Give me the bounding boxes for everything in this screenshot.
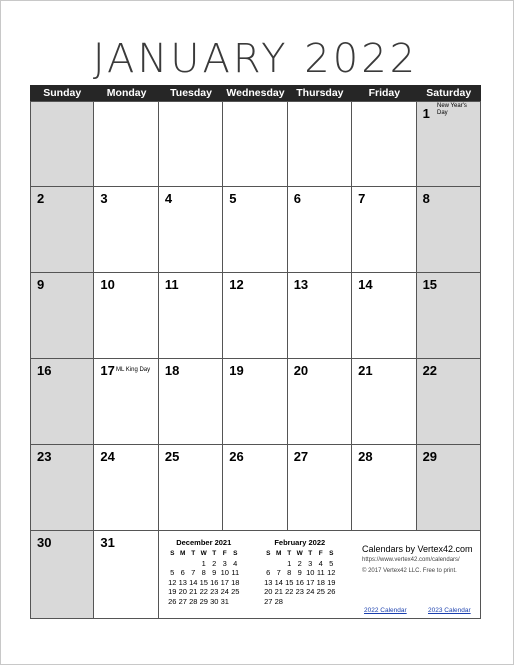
mini-calendar-day: 24 [220,587,229,597]
weekday-friday: Friday [368,87,401,99]
mini-calendar-day: 28 [189,596,198,606]
link-2023-calendar[interactable]: 2023 Calendar [428,607,471,614]
day-cell [352,445,416,531]
mini-calendar-day [188,559,199,569]
mini-calendar-day: 18 [316,577,325,587]
day-number: 13 [293,277,309,292]
mini-calendar-february-2022 [263,538,337,607]
day-cell [94,187,158,273]
link-2022-calendar[interactable]: 2022 Calendar [364,607,407,614]
day-cell [159,273,223,359]
day-number: 23 [37,449,52,464]
day-number: 6 [293,191,301,206]
mini-calendar-weekday: S [329,550,334,557]
mini-calendar-day [274,559,285,569]
day-number: 5 [229,191,237,206]
mini-calendar-table [263,549,337,607]
mini-calendar-day: 10 [306,568,315,578]
day-cell [223,445,287,531]
mini-calendar-day: 30 [210,596,219,606]
day-number: 14 [358,277,373,292]
day-number: 29 [422,449,438,464]
mini-calendar-day: 10 [220,568,229,578]
credits-brand: Calendars by Vertex42.com [362,544,473,554]
mini-calendar-day: 1 [287,558,292,568]
day-number: 26 [229,449,244,464]
mini-calendar-day [167,559,178,569]
day-number: 16 [37,363,52,378]
day-cell [30,187,94,273]
day-cell [288,273,352,359]
mini-calendar-day: 18 [231,577,240,587]
mini-calendar-weekday: T [212,550,217,557]
day-cell [288,359,352,445]
day-cell [94,101,158,187]
day-cell [352,359,416,445]
day-number: 28 [358,449,373,464]
mini-calendar-day: 19 [168,587,177,597]
mini-calendar-day: 1 [201,558,206,568]
holiday-new-years-day: New Year's Day [437,103,467,116]
mini-calendar-december-2021 [167,538,241,607]
mini-calendar-day: 22 [199,587,208,597]
mini-calendar-day: 7 [276,568,281,578]
mini-calendar-day [263,559,274,569]
day-cell [223,187,287,273]
mini-calendar-weekday: T [308,550,313,557]
weekday-saturday: Saturday [426,87,472,99]
day-number: 7 [358,191,366,206]
day-cell [30,101,94,187]
day-cell [288,101,352,187]
day-number: 30 [37,535,52,550]
mini-calendar-day: 3 [308,558,313,568]
day-cell [94,445,158,531]
mini-calendar-day: 17 [306,577,315,587]
day-cell [417,445,481,531]
mini-calendar-weekday: W [296,550,303,557]
mini-calendar-day: 5 [170,568,175,578]
day-number: 10 [100,277,115,292]
mini-calendar-day: 15 [199,577,208,587]
mini-calendar-weekday: M [180,550,186,557]
mini-calendar-day: 9 [297,568,302,578]
day-cell [288,187,352,273]
mini-calendar-day: 15 [285,577,294,587]
mini-calendar-day: 19 [327,577,336,587]
day-number: 4 [164,191,173,206]
day-cell [30,531,94,619]
mini-calendar-day: 27 [178,596,187,606]
day-number: 25 [164,449,180,464]
weekday-wednesday: Wednesday [226,87,285,99]
mini-calendar-day: 14 [274,577,283,587]
day-cell [352,273,416,359]
day-number: 27 [293,449,309,464]
mini-calendar-day [305,597,316,607]
day-number: 17 [100,363,115,378]
mini-calendar-day: 7 [191,568,196,578]
mini-calendar-day: 29 [199,596,208,606]
mini-calendar-day: 25 [316,587,325,597]
mini-calendar-day: 16 [210,577,219,587]
weekday-header [30,85,481,101]
mini-calendar-day [284,597,295,607]
mini-calendar-day: 20 [264,587,273,597]
day-cell [30,273,94,359]
mini-calendar-day: 17 [220,577,229,587]
mini-calendar-weekday: F [222,550,227,557]
mini-calendar-day: 2 [297,558,302,568]
mini-calendar-day: 28 [274,596,283,606]
mini-calendar-day: 31 [220,596,229,606]
mini-calendar-day: 8 [287,568,292,578]
calendar-title: JANUARY 2022 [92,36,419,82]
day-cell [352,187,416,273]
mini-calendar-day: 3 [222,558,227,568]
mini-calendar-day [295,597,306,607]
day-number: 12 [229,277,244,292]
mini-calendar-day: 12 [168,577,177,587]
day-number: 1 [422,106,430,121]
mini-calendar-day: 25 [231,587,240,597]
day-number: 11 [164,277,179,292]
mini-calendar-weekday: S [170,550,175,557]
mini-calendar-day: 6 [266,568,271,578]
day-number: 18 [164,363,180,378]
credits-copyright: © 2017 Vertex42 LLC. Free to print. [362,568,457,574]
day-cell [352,101,416,187]
mini-calendar-day: 26 [168,596,177,606]
mini-calendar-day: 9 [212,568,217,578]
mini-calendar-day: 23 [295,587,304,597]
day-cell [223,101,287,187]
mini-calendar-day: 4 [318,558,323,568]
mini-calendar-weekday: T [191,550,196,557]
day-number: 3 [100,191,108,206]
day-number: 15 [422,277,438,292]
mini-calendar-day: 11 [316,568,325,578]
day-number: 31 [100,535,115,550]
mini-calendar-weekday: S [266,550,271,557]
mini-calendar-day: 13 [264,577,273,587]
day-cell [94,531,158,619]
mini-calendar-table [167,549,241,607]
mini-calendar-title: February 2022 [274,538,326,547]
mini-calendar-weekday: T [287,550,292,557]
mini-calendar-weekday: M [276,550,282,557]
day-number: 21 [358,363,373,378]
mini-calendar-day: 5 [329,558,334,568]
day-cell [288,445,352,531]
mini-calendar-day: 16 [295,577,304,587]
day-number: 8 [422,191,430,206]
day-cell [417,273,481,359]
mini-calendar-weekday: F [318,550,323,557]
day-cell [159,445,223,531]
mini-calendar-day: 27 [264,596,273,606]
mini-calendar-day: 21 [274,587,283,597]
mini-calendar-day: 11 [231,568,240,578]
mini-calendar-day: 20 [178,587,187,597]
weekday-tuesday: Tuesday [170,87,212,99]
mini-calendar-day [316,597,327,607]
mini-calendar-day [230,597,241,607]
day-number: 22 [422,363,438,378]
day-cell [159,101,223,187]
mini-calendar-day [178,559,189,569]
day-number: 20 [293,363,309,378]
day-number: 9 [37,277,45,292]
mini-calendar-day: 2 [212,558,217,568]
mini-calendar-day: 6 [180,568,185,578]
day-cell [417,359,481,445]
day-cell [30,445,94,531]
mini-calendar-day: 12 [327,568,336,578]
day-number: 24 [100,449,115,464]
mini-calendar-day [326,597,337,607]
weekday-sunday: Sunday [43,87,82,99]
weekday-thursday: Thursday [296,87,344,99]
day-cell [159,359,223,445]
day-cell [94,273,158,359]
mini-calendar-title: December 2021 [176,538,232,547]
weekday-monday: Monday [106,87,147,99]
mini-calendar-weekday: S [233,550,238,557]
day-number: 19 [229,363,244,378]
day-number: 2 [37,191,45,206]
mini-calendar-weekday: W [200,550,207,557]
day-cell [30,359,94,445]
mini-calendar-day: 24 [306,587,315,597]
mini-calendar-day: 14 [189,577,198,587]
mini-calendar-day: 4 [233,558,238,568]
mini-calendar-day: 23 [210,587,219,597]
day-cell [159,187,223,273]
day-cell [417,187,481,273]
day-cell [223,273,287,359]
holiday-ml-king-day: ML King Day [116,367,151,373]
mini-calendar-day: 13 [178,577,187,587]
credits-block [362,543,480,577]
month-grid [30,101,481,619]
mini-calendar-day: 22 [285,587,294,597]
credits-url: https://www.vertex42.com/calendars/ [362,557,460,563]
mini-calendar-day: 26 [327,587,336,597]
day-cell [223,359,287,445]
mini-calendar-day: 21 [189,587,198,597]
mini-calendar-day: 8 [201,568,206,578]
